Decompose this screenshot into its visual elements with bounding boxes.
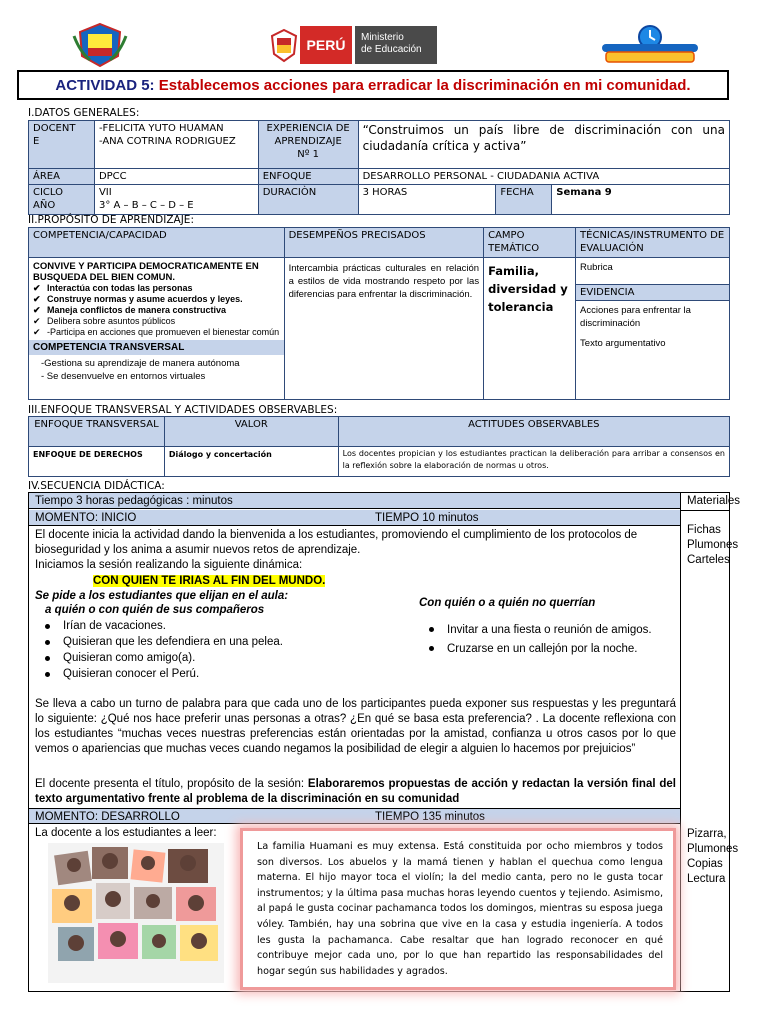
evidencia-label: EVIDENCIA: [576, 284, 729, 301]
pide-text: Se pide a los estudiantes que elijan en el aula:: [35, 590, 289, 602]
area-label: ÁREA: [29, 169, 95, 185]
choice-item: Quisieran que les defendiera en una pelea.: [35, 634, 415, 650]
right-choices-list: [419, 621, 679, 659]
dinamica-title: CON QUIEN TE IRIAS AL FIN DEL MUNDO.: [93, 575, 326, 587]
docente-label: DOCENT E: [29, 121, 95, 169]
enfoque-table: [28, 416, 730, 477]
choice-item: Cruzarse en un callejón por la noche.: [419, 640, 679, 659]
material-item: Plumones: [687, 843, 739, 855]
momento-inicio-row: [29, 510, 680, 526]
col-tecnicas: TÉCNICAS/INSTRUMENTO DE EVALUACIÓN: [576, 228, 730, 258]
enfoque-derechos: ENFOQUE DE DERECHOS: [29, 447, 165, 477]
left-choices-list: [35, 618, 415, 682]
material-item: Fichas: [687, 524, 721, 536]
peru-shield-icon: [268, 26, 300, 64]
capacidades-list: [33, 283, 280, 338]
proposito-intro: El docente presenta el título, propósito de la sesión:: [35, 778, 308, 790]
tiempo-row: Tiempo 3 horas pedagógicas : minutos: [29, 493, 680, 509]
docente-value: -FELICITA YUTO HUAMAN -ANA COTRINA RODRIGUEZ: [94, 121, 258, 169]
tecnicas-cell: [576, 258, 730, 400]
col-valor: VALOR: [164, 417, 338, 447]
col-competencia: COMPETENCIA/CAPACIDAD: [29, 228, 285, 258]
ciclo-label: CICLO AÑO: [29, 185, 95, 215]
choice-item: Invitar a una fiesta o reunión de amigos.: [419, 621, 679, 640]
enfoque-value: DESARROLLO PERSONAL - CIUDADANIA ACTIVA: [358, 169, 729, 185]
choice-item: Irían de vacaciones.: [35, 618, 415, 634]
choice-item: Quisieran como amigo(a).: [35, 650, 415, 666]
diversity-collage-image: [48, 843, 224, 983]
campo-text: Familia, diversidad y tolerancia: [484, 258, 576, 400]
materiales-inicio: [681, 511, 739, 568]
inicio-paragraph: Iniciamos la sesión realizando la siguiente dinámica:: [35, 559, 303, 571]
momento-desarrollo-row: [29, 808, 680, 824]
competencia-text: CONVIVE Y PARTICIPA DEMOCRATICAMENTE EN BUSQUEDA DEL BIEN COMUN.: [33, 261, 259, 283]
left-choices: [35, 589, 415, 682]
ciclo-value: VII 3° A – B – C – D – E: [94, 185, 258, 215]
inicio-proposito: [29, 777, 680, 807]
right-choices: [419, 597, 679, 659]
inicio-paragraph: El docente inicia la actividad dando la bienvenida a los estudiantes, promoviendo el cumplimiento de los protocolos de bioseguridad y los anima a asumir nuevos retos de aprendizaje.: [35, 529, 638, 556]
materiales-desarrollo: [687, 827, 738, 887]
col-enfoque-transversal: ENFOQUE TRANSVERSAL: [29, 417, 165, 447]
material-item: Carteles: [687, 554, 730, 566]
choice-item: Quisieran conocer el Perú.: [35, 666, 415, 682]
jornada-escolar-completa-logo: [598, 24, 702, 66]
tecnica-text: Rubrica: [580, 262, 613, 273]
materiales-column: [680, 493, 741, 991]
col-campo: CAMPO TEMÁTICO: [484, 228, 576, 258]
datos-generales-table: [28, 120, 730, 215]
transversal-item: - Se desenvuelve en entornos virtuales: [41, 371, 206, 382]
lectura-familia-huamani: La familia Huamani es muy extensa. Está constituida por ocho miembros y todos son diversos. Los abuelos y la mamá tienen y hablan el quechua como lengua materna. El hijo mayor toca el violín; la del medio canta, pero no le gusta tocar instrumentos; y la última pasa muchas horas leyendo cuentos y tejiendo. Asimismo, al papá le gusta cocinar pachamanca todos los domingos, mientras su esposa juega vóley. También, hay una sobrina que vive en la casa y estudia ingeniería. A todos les gusta la pachamanca. Cabe resaltar que han logrado reconocer en qué contribuye mejor cada uno, por lo que han repartido las responsabilidades del hogar según sus habilidades y agrados.: [240, 828, 676, 990]
duracion-value: 3 HORAS: [358, 185, 496, 215]
section-secuencia: IV.SECUENCIA DIDÁCTICA:: [28, 480, 165, 492]
capacidad-item: ✔ Maneja conflictos de manera constructiva: [33, 305, 280, 316]
school-crest-logo: [72, 22, 128, 68]
materiales-label: Materiales: [681, 493, 729, 511]
area-value: DPCC: [94, 169, 258, 185]
activity-title-text: Establecemos acciones para erradicar la discriminación en mi comunidad.: [158, 77, 691, 94]
momento-desarrollo-tiempo: TIEMPO 135 minutos: [375, 811, 485, 823]
material-item: Pizarra,: [687, 828, 727, 840]
transversal-item: -Gestiona su aprendizaje de manera autónoma: [41, 358, 240, 369]
capacidad-item: ✔ Delibera sobre asuntos públicos: [33, 316, 280, 327]
section-proposito: II.PROPÓSITO DE APRENDIZAJE:: [28, 214, 194, 226]
capacidad-item: ✔ Interactúa con todas las personas: [33, 283, 280, 294]
material-item: Plumones: [687, 539, 739, 551]
col-actitudes: ACTITUDES OBSERVABLES: [338, 417, 729, 447]
activity-title: [17, 70, 729, 100]
experiencia-value: “Construimos un país libre de discriminación con una ciudadanía crítica y activa”: [358, 121, 729, 169]
fecha-label: FECHA: [496, 185, 552, 215]
competencia-transversal-label: COMPETENCIA TRANSVERSAL: [29, 340, 284, 355]
inicio-content: [29, 528, 680, 589]
no-querrian-text: Con quién o a quién no querrían: [419, 597, 596, 609]
peru-label: PERÚ: [300, 26, 352, 64]
experiencia-label: EXPERIENCIA DE APRENDIZAJE Nº 1: [258, 121, 358, 169]
ministerio-label: Ministerio de Educación: [355, 26, 437, 64]
actitudes-text: Los docentes propician y los estudiantes practican la deliberación para arribar a consensos en la reflexión sobre la elaboración de normas u otros.: [338, 447, 729, 477]
proposito-text: Elaboraremos propuestas de acción y redactan la versión final del texto argumentativo frente al problema de la discriminación en su comunidad: [35, 778, 676, 805]
momento-inicio-tiempo: TIEMPO 10 minutos: [375, 512, 479, 524]
material-item: Copias: [687, 858, 723, 870]
activity-number: ACTIVIDAD 5:: [55, 77, 155, 94]
evidencia-item: Acciones para enfrentar la discriminación: [580, 305, 691, 329]
desarrollo-intro: La docente a los estudiantes a leer:: [35, 827, 217, 839]
col-desempenos: DESEMPEÑOS PRECISADOS: [284, 228, 484, 258]
desempeno-text: Intercambia prácticas culturales en relación a estilos de vida mostrando respeto por las diferencias para enfrentar la discriminación.: [284, 258, 484, 400]
momento-desarrollo-label: MOMENTO: DESARROLLO: [35, 811, 180, 823]
valor-dialogo: Diálogo y concertación: [164, 447, 338, 477]
fecha-value: Semana 9: [552, 185, 730, 215]
momento-inicio-label: MOMENTO: INICIO: [35, 512, 137, 524]
section-enfoque: III.ENFOQUE TRANSVERSAL Y ACTIVIDADES OBSERVABLES:: [28, 404, 338, 416]
section-datos-generales: I.DATOS GENERALES:: [28, 107, 140, 119]
evidencia-item: Texto argumentativo: [580, 338, 666, 349]
competencia-cell: [29, 258, 285, 400]
duracion-label: DURACIÒN: [258, 185, 358, 215]
capacidad-item: ✔ Construye normas y asume acuerdos y leyes.: [33, 294, 280, 305]
inicio-reflexion: Se lleva a cabo un turno de palabra para que cada uno de los participantes pueda exponer sus respuestas y les preguntará lo siguiente: ¿Qué nos hace preferir unas personas a otras? ¿En qué se basa esta preferencia? . La docente reflexiona con los estudiantes “muchas veces nuestras preferencias están orientadas por la amistad, confianza u otros casos por lo que vemos o apariencias que muchas veces cuando negamos la posibilidad de elegir a alguien lo hacemos por prejuicios”: [35, 698, 676, 755]
material-item: Lectura: [687, 873, 726, 885]
pide-sub-text: a quién o con quién de sus compañeros: [45, 604, 265, 616]
ministerio-educacion-logo: [268, 26, 456, 64]
enfoque-label: ENFOQUE: [258, 169, 358, 185]
proposito-table: [28, 227, 730, 400]
capacidad-item: ✔ -Participa en acciones que promueven el bienestar común: [33, 327, 280, 338]
